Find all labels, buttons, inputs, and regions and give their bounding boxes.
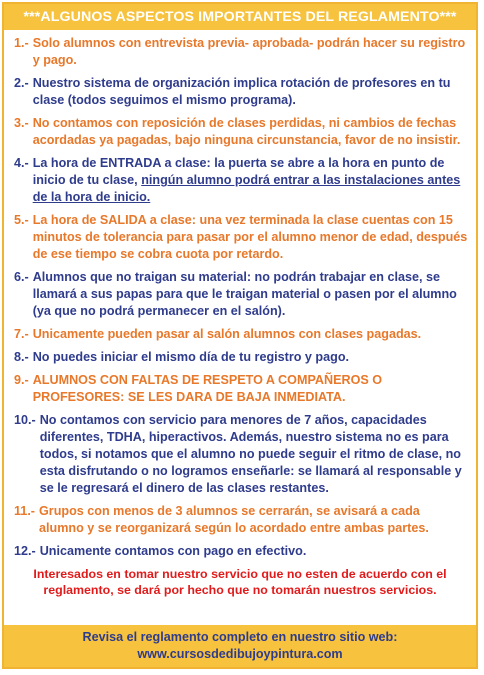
rule-item-7 (14, 326, 468, 343)
rule-number: 4.- (14, 156, 29, 170)
rule-text: No contamos con servicio para menores de 7 años, capacidades diferentes, TDHA, hiperactivos. Además, nuestro sistema no es para todos, si notamos que el alumno no puede seguir el ritmo de clase, no esta disfrutando o no logramos enseñarle: se llamará al responsable y se le regresará el dinero de las clases restantes. (39, 413, 462, 495)
footer-text: Revisa el reglamento completo en nuestro sitio web: (82, 630, 398, 644)
rule-number: 6.- (14, 270, 29, 284)
website-link[interactable]: www.cursosdedibujoypintura.com (137, 647, 343, 661)
rule-text: La hora de ENTRADA a clase: la puerta se abre a la hora en punto de inicio de tu clase, (32, 156, 445, 187)
rule-text: Unicamente contamos con pago en efectivo. (39, 544, 307, 558)
document-frame (2, 2, 478, 669)
rule-number: 1.- (14, 36, 29, 50)
rule-text-wrapper (33, 155, 468, 206)
rule-item-2 (14, 75, 468, 109)
rule-number: 11.- (14, 504, 36, 518)
rule-text: Solo alumnos con entrevista previa- aprobada- podrán hacer su registro y pago. (32, 36, 466, 67)
rule-item-6 (14, 269, 468, 320)
rule-text: La hora de SALIDA a clase: una vez terminada la clase cuentas con 15 minutos de tolerancia para pasar por el alumno menor de edad, después de ese tiempo se cobra cuota por retardo. (32, 213, 468, 261)
rule-number: 12.- (14, 544, 36, 558)
rule-number: 3.- (14, 116, 29, 130)
rule-text: Nuestro sistema de organización implica rotación de profesores en tu clase (todos seguimos el mismo programa). (32, 76, 451, 107)
rule-text: No puedes iniciar el mismo día de tu registro y pago. (32, 350, 350, 364)
rule-number: 7.- (14, 327, 29, 341)
rule-text: Grupos con menos de 3 alumnos se cerrarán, se avisará a cada alumno y se reorganizará según lo acordado entre ambas partes. (39, 504, 429, 535)
rule-item-10 (14, 412, 468, 497)
footer-banner (4, 625, 476, 667)
rule-number: 10.- (14, 413, 36, 427)
rule-text: ALUMNOS CON FALTAS DE RESPETO A COMPAÑEROS O PROFESORES: SE LES DARA DE BAJA INMEDIATA. (32, 373, 383, 404)
rule-item-9 (14, 372, 468, 406)
rule-text: Unicamente pueden pasar al salón alumnos con clases pagadas. (32, 327, 422, 341)
rule-item-3 (14, 115, 468, 149)
rule-item-1 (14, 35, 468, 69)
rule-item-12 (14, 543, 468, 560)
rule-item-5 (14, 212, 468, 263)
rule-text: Alumnos que no traigan su material: no podrán trabajar en clase, se llamará a sus papas para que le traigan material o pasen por el alumno (ya que no podrá permanecer en el salón). (32, 270, 457, 318)
disclaimer-notice: Interesados en tomar nuestro servicio que no esten de acuerdo con el reglamento, se dará por hecho que no tomarán nuestros servicios. (33, 567, 447, 597)
document-title: ***ALGUNOS ASPECTOS IMPORTANTES DEL REGLAMENTO*** (4, 4, 476, 30)
rule-item-4 (14, 155, 468, 206)
rule-text: No contamos con reposición de clases perdidas, ni cambios de fechas acordadas ya pagadas, bajo ninguna circunstancia, favor de no insistir. (32, 116, 461, 147)
rule-item-11 (14, 503, 468, 537)
rules-list (4, 30, 476, 560)
rule-number: 8.- (14, 350, 29, 364)
rule-number: 2.- (14, 76, 29, 90)
rule-number: 5.- (14, 213, 29, 227)
rule-item-8 (14, 349, 468, 366)
rule-text-underlined: ningún alumno podrá entrar a las instalaciones antes de la hora de inicio. (32, 173, 461, 204)
rule-number: 9.- (14, 373, 29, 387)
